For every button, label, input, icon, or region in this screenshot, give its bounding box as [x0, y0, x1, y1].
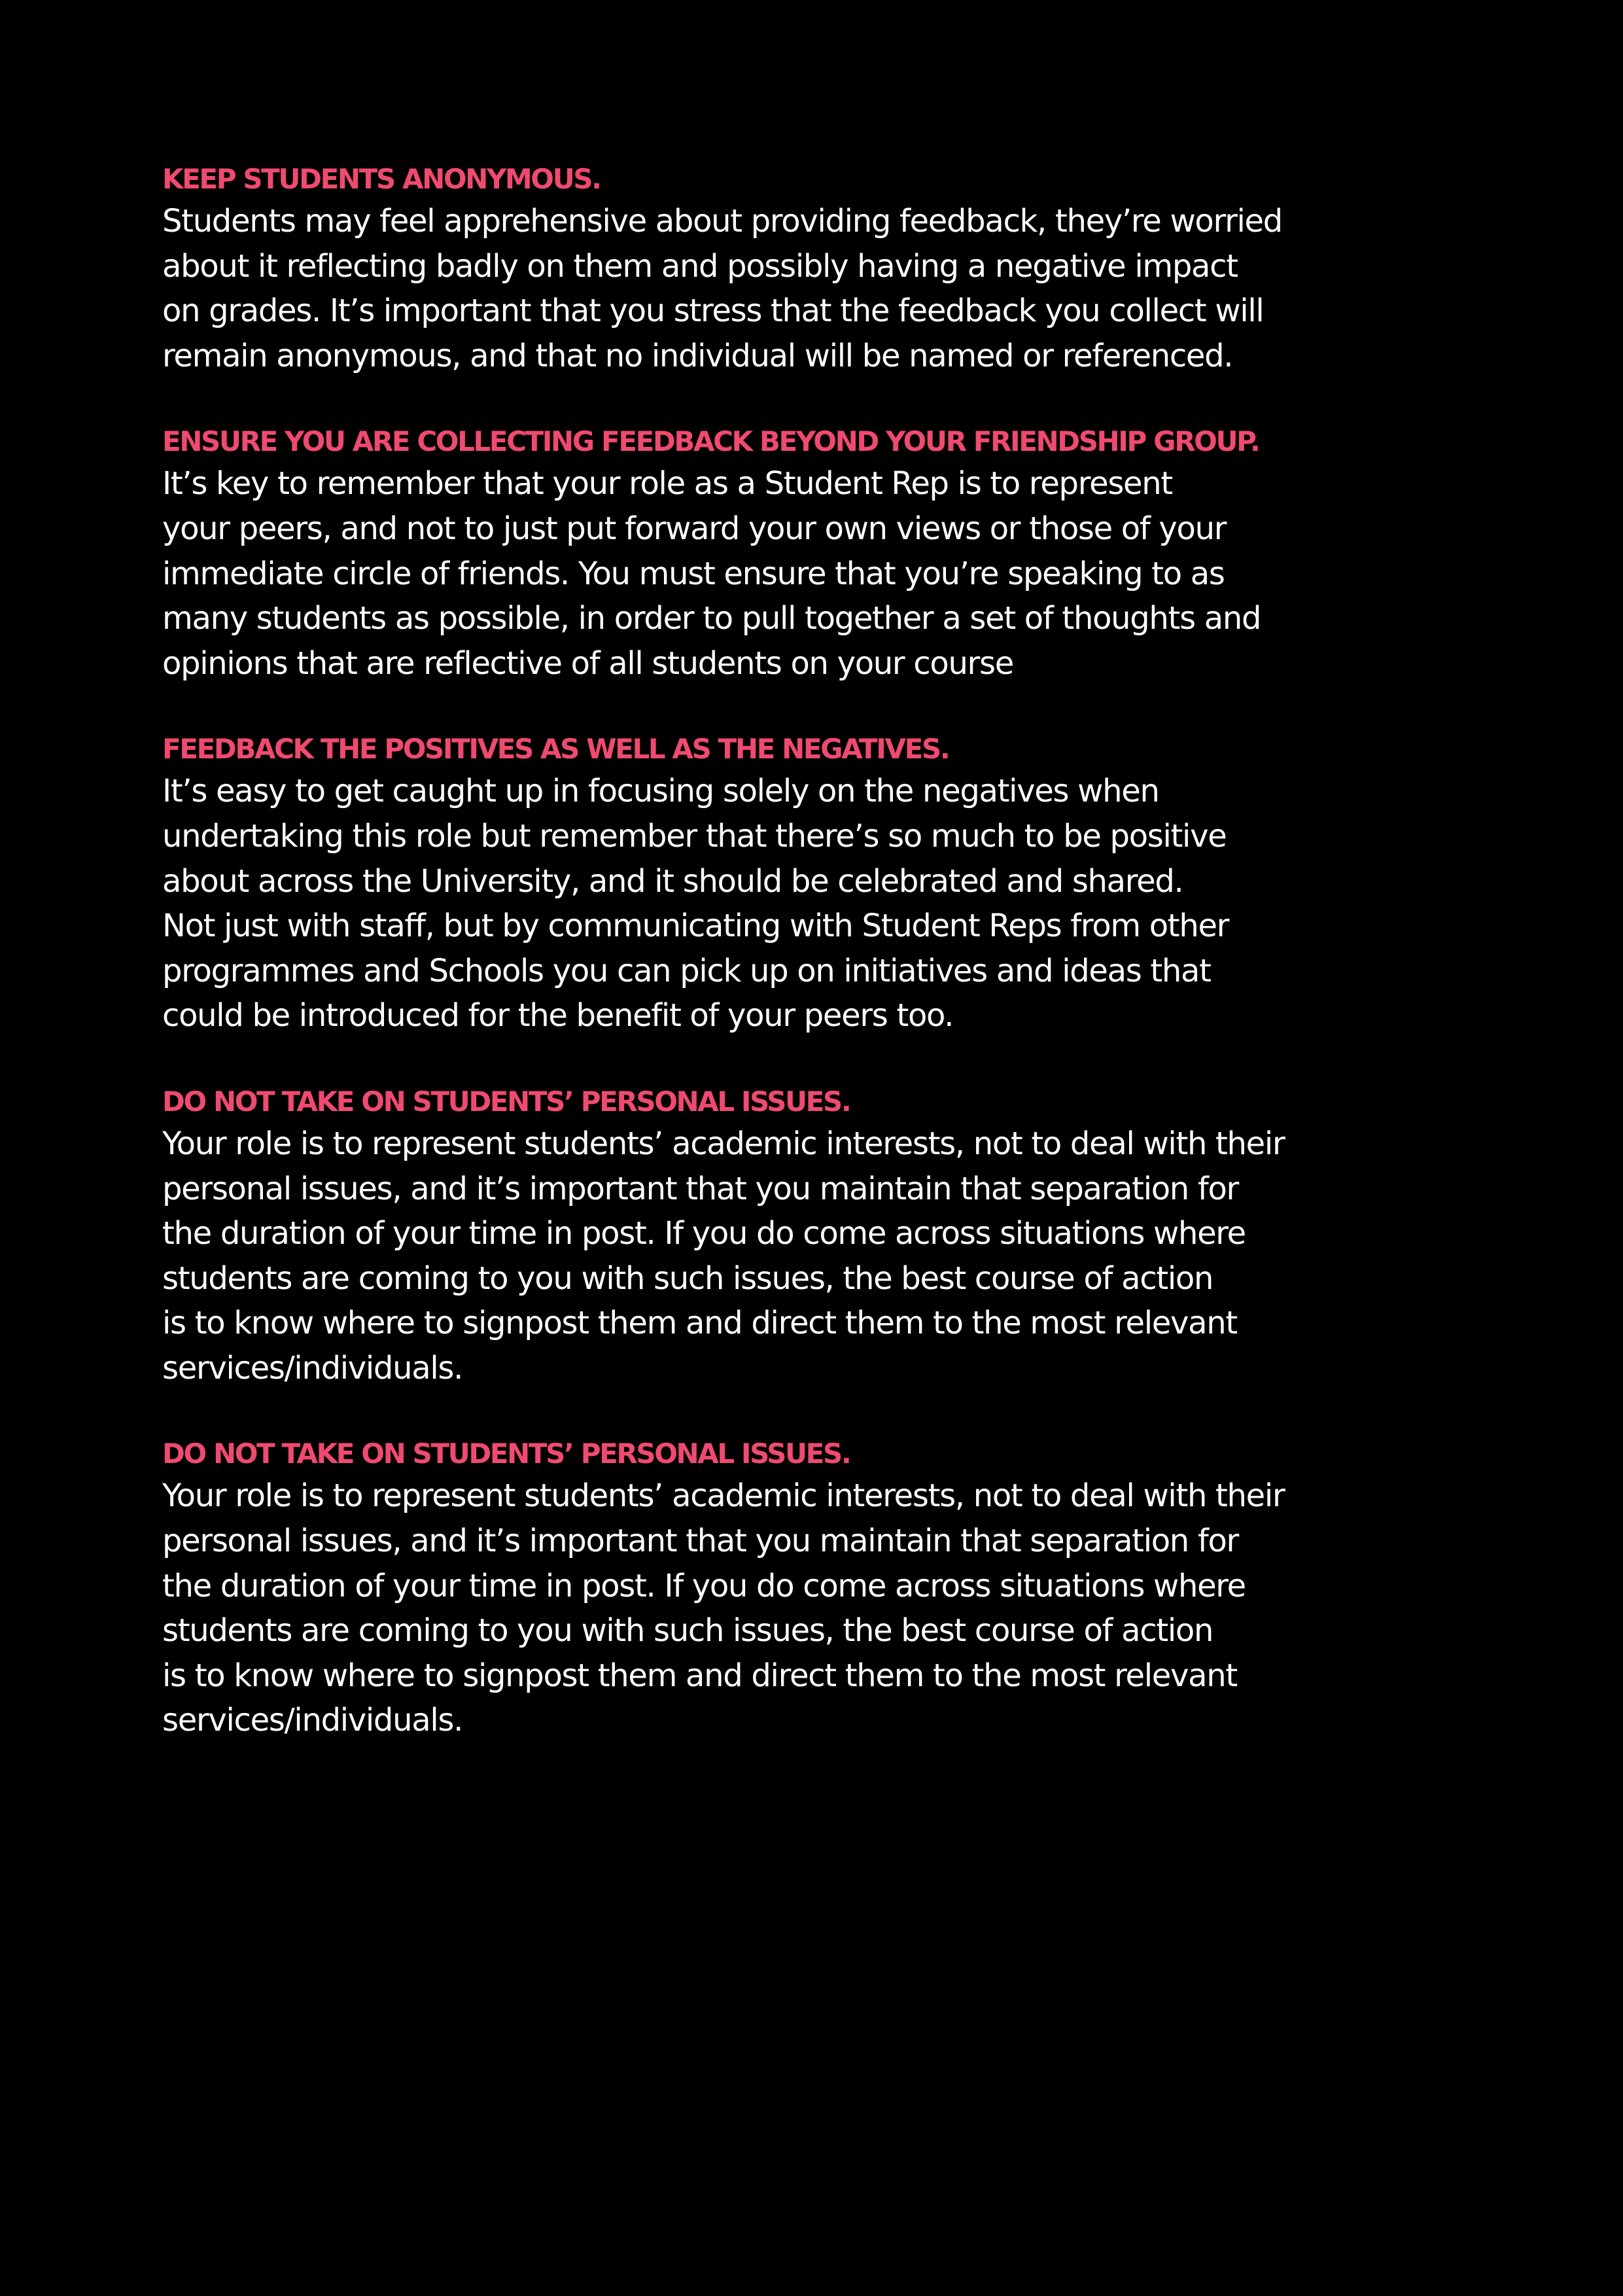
section-body	[162, 1122, 1464, 1391]
body-line: It’s key to remember that your role as a Student Rep is to represent	[162, 465, 1172, 503]
body-line: about across the University, and it should be celebrated and shared.	[162, 862, 1183, 900]
section-feedback-positives	[162, 730, 1464, 1038]
section-heading: DO NOT TAKE ON STUDENTS’ PERSONAL ISSUES.	[162, 1085, 850, 1118]
body-line: programmes and Schools you can pick up on initiatives and ideas that	[162, 952, 1211, 989]
body-line: Not just with staff, but by communicating with Student Reps from other	[162, 908, 1229, 945]
body-line: Students may feel apprehensive about providing feedback, they’re worried	[162, 203, 1282, 239]
body-line: on grades. It’s important that you stress that the feedback you collect will	[162, 292, 1264, 330]
body-line: It’s easy to get caught up in focusing solely on the negatives when	[162, 773, 1159, 810]
section-heading: DO NOT TAKE ON STUDENTS’ PERSONAL ISSUES.	[162, 1438, 850, 1470]
section-personal-issues-repeat	[162, 1434, 1464, 1743]
section-heading: KEEP STUDENTS ANONYMOUS.	[162, 163, 601, 195]
body-line: your peers, and not to just put forward your own views or those of your	[162, 510, 1227, 547]
body-line: about it reflecting badly on them and possibly having a negative impact	[162, 247, 1238, 285]
body-line: opinions that are reflective of all students on your course	[162, 645, 1013, 682]
body-line: students are coming to you with such issues, the best course of action	[162, 1612, 1213, 1650]
body-line: remain anonymous, and that no individual will be named or referenced.	[162, 337, 1233, 374]
body-line: immediate circle of friends. You must ensure that you’re speaking to as	[162, 555, 1225, 592]
section-keep-students-anonymous	[162, 160, 1464, 378]
section-personal-issues	[162, 1082, 1464, 1391]
body-line: Your role is to represent students’ academic interests, not to deal with their	[162, 1125, 1285, 1162]
body-line: personal issues, and it’s important that you maintain that separation for	[162, 1170, 1238, 1207]
body-line: the duration of your time in post. If you do come across situations where	[162, 1215, 1246, 1252]
document-page	[162, 160, 1464, 1787]
section-body	[162, 461, 1464, 686]
body-line: undertaking this role but remember that there’s so much to be positive	[162, 817, 1227, 855]
section-heading: FEEDBACK THE POSITIVES AS WELL AS THE NEGATIVES.	[162, 733, 949, 766]
body-line: services/individuals.	[162, 1702, 463, 1739]
body-line: services/individuals.	[162, 1349, 463, 1386]
section-collect-beyond-friendship-group	[162, 422, 1464, 686]
body-line: students are coming to you with such issues, the best course of action	[162, 1260, 1213, 1297]
body-line: personal issues, and it’s important that you maintain that separation for	[162, 1523, 1238, 1560]
body-line: Your role is to represent students’ academic interests, not to deal with their	[162, 1477, 1285, 1515]
body-line: many students as possible, in order to pull together a set of thoughts and	[162, 600, 1261, 637]
body-line: the duration of your time in post. If you do come across situations where	[162, 1567, 1246, 1604]
body-line: could be introduced for the benefit of your peers too.	[162, 997, 954, 1034]
body-line: is to know where to signpost them and direct them to the most relevant	[162, 1305, 1237, 1342]
section-body	[162, 199, 1464, 378]
section-body	[162, 769, 1464, 1038]
section-body	[162, 1474, 1464, 1743]
body-line: is to know where to signpost them and direct them to the most relevant	[162, 1657, 1237, 1694]
section-heading: ENSURE YOU ARE COLLECTING FEEDBACK BEYOND YOUR FRIENDSHIP GROUP.	[162, 425, 1259, 458]
